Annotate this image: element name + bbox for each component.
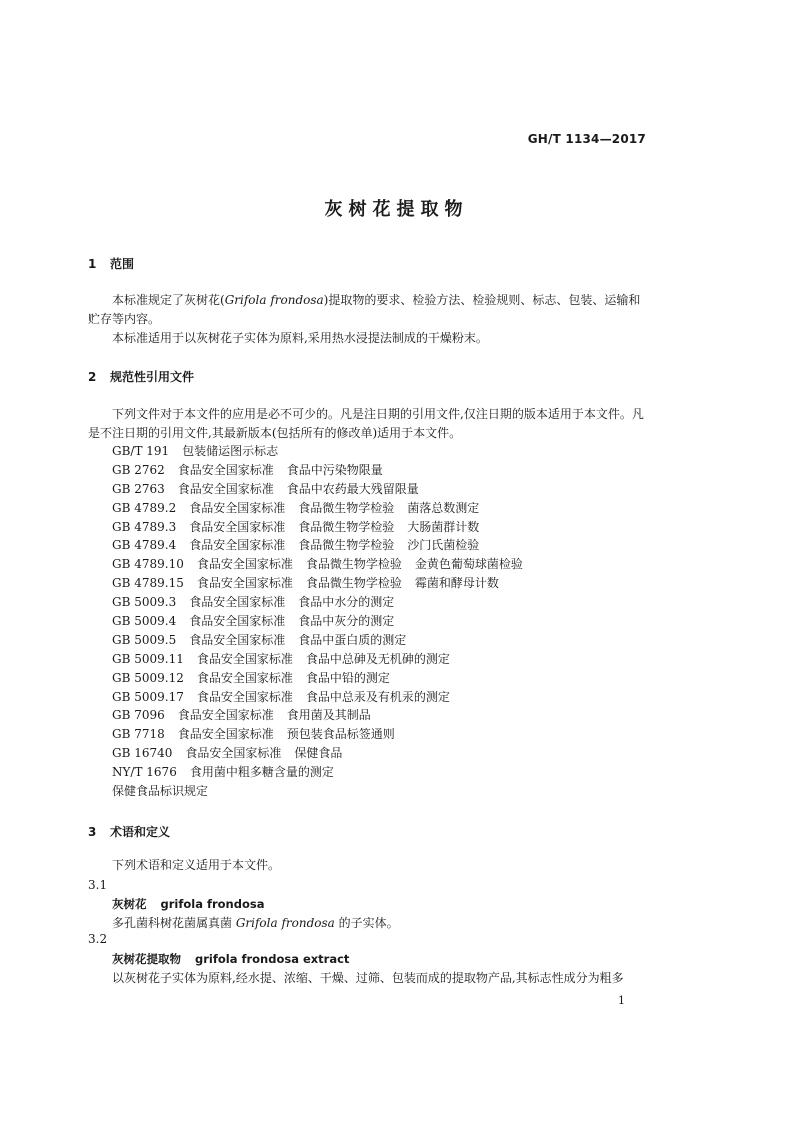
reference-code: GB 4789.15 [112, 576, 184, 591]
term-number: 3.2 [88, 932, 108, 946]
reference-title-part: 食品微生物学检验 [305, 576, 402, 591]
section-title: 术语和定义 [110, 825, 171, 839]
reference-title-part: 金黄色葡萄球菌检验 [414, 557, 523, 572]
reference-title-part: 食品安全国家标准 [189, 614, 286, 629]
reference-code: GB 5009.11 [112, 651, 184, 666]
reference-item [112, 518, 523, 537]
reference-title-part: 食品安全国家标准 [189, 500, 286, 515]
reference-title-part: 食品中污染物限量 [286, 462, 383, 477]
reference-title-part: 食品安全国家标准 [177, 727, 274, 742]
section-number: 2 [88, 370, 97, 384]
reference-title-part: 食品安全国家标准 [185, 746, 282, 761]
reference-item [112, 631, 523, 650]
reference-title-part: 食品微生物学检验 [298, 538, 395, 553]
reference-item [112, 763, 523, 782]
reference-code: GB 5009.5 [112, 632, 177, 647]
term-zh: 灰树花 [112, 897, 147, 911]
reference-code: GB 4789.10 [112, 557, 184, 572]
reference-item [112, 499, 523, 518]
reference-title-part: 食品安全国家标准 [177, 462, 274, 477]
text-run: )提取物的要求、检验方法、检验规则、标志、包装、运输和贮存等内容。 [88, 293, 641, 326]
reference-item [112, 782, 523, 801]
paragraph: 本标准适用于以灰树花子实体为原料,采用热水浸提法制成的干燥粉末。 [112, 331, 488, 345]
reference-code: GB 7096 [112, 708, 165, 723]
section-title: 范围 [110, 257, 135, 271]
term-heading [112, 896, 264, 912]
reference-title-part: 食品微生物学检验 [305, 557, 402, 572]
page-number: 1 [618, 994, 625, 1007]
term-definition: 以灰树花子实体为原料,经水提、浓缩、干燥、过筛、包装而成的提取物产品,其标志性成分为粗多 [112, 971, 624, 985]
reference-title-part: 食品中总砷及无机砷的测定 [305, 651, 450, 666]
reference-title-part: 食品安全国家标准 [196, 689, 293, 704]
reference-code: GB 5009.4 [112, 614, 177, 629]
reference-item [112, 574, 523, 593]
section-3-heading [88, 823, 170, 840]
section-number: 1 [88, 257, 97, 271]
section-3-intro [88, 856, 648, 875]
reference-code: GB 5009.12 [112, 670, 184, 685]
reference-title-part: 包装储运图示标志 [182, 444, 279, 458]
reference-item [112, 650, 523, 669]
term-number: 3.1 [88, 878, 108, 892]
section-2-heading [88, 368, 194, 385]
reference-code: NY/T 1676 [112, 765, 177, 780]
reference-code: GB 2763 [112, 481, 165, 496]
reference-title-part: 食品微生物学检验 [298, 500, 395, 515]
reference-title-part: 预包装食品标签通则 [286, 727, 395, 742]
term-zh: 灰树花提取物 [112, 952, 181, 966]
reference-title-part: 食品安全国家标准 [189, 632, 286, 647]
reference-item [112, 442, 523, 461]
reference-code: GB 7718 [112, 727, 165, 742]
term-definition [112, 914, 399, 931]
text-run: 多孔菌科树花菌属真菌 [112, 916, 236, 930]
reference-title-part: 食品安全国家标准 [177, 708, 274, 723]
reference-title-part: 食品安全国家标准 [189, 595, 286, 610]
reference-title-part: 食品安全国家标准 [196, 670, 293, 685]
term-heading [112, 951, 349, 967]
reference-title-part: 食品中水分的测定 [298, 595, 395, 610]
reference-code: GB 4789.4 [112, 538, 177, 553]
section-2-intro [88, 405, 648, 443]
reference-title-part: 食品安全国家标准 [196, 651, 293, 666]
section-1-body [88, 291, 648, 348]
latin-name: Grifola frondosa [235, 916, 335, 930]
reference-title-part: 菌落总数测定 [407, 500, 480, 515]
text-run: 的子实体。 [334, 916, 399, 930]
reference-code: GB 2762 [112, 462, 165, 477]
term-en: grifola frondosa [160, 897, 265, 911]
reference-title-part: 食品安全国家标准 [189, 519, 286, 534]
reference-title-part: 食品安全国家标准 [177, 481, 274, 496]
reference-item [112, 461, 523, 480]
reference-title-part: 食品中总汞及有机汞的测定 [305, 689, 450, 704]
reference-title-part: 食品微生物学检验 [298, 519, 395, 534]
section-title: 规范性引用文件 [110, 370, 195, 384]
reference-item [112, 725, 523, 744]
reference-code: GB 4789.2 [112, 500, 177, 515]
reference-title-part: 食品中蛋白质的测定 [298, 632, 407, 647]
reference-code: GB/T 191 [112, 444, 170, 458]
reference-title-part: 食用菌中粗多糖含量的测定 [189, 765, 334, 780]
reference-title-part: 食品中农药最大残留限量 [286, 481, 419, 496]
document-title: 灰树花提取物 [324, 199, 469, 220]
reference-title-part: 保健食品 [294, 746, 343, 761]
reference-item [112, 593, 523, 612]
text-run: 本标准规定了灰树花( [112, 293, 225, 307]
paragraph: 下列文件对于本文件的应用是必不可少的。凡是注日期的引用文件,仅注日期的版本适用于本文件。凡是不注日期的引用文件,其最新版本(包括所有的修改单)适用于本文件。 [88, 407, 644, 440]
reference-title-part: 霉菌和酵母计数 [414, 576, 499, 591]
paragraph [88, 291, 648, 329]
reference-title-part: 食品安全国家标准 [196, 576, 293, 591]
reference-item [112, 744, 523, 763]
reference-item [112, 612, 523, 631]
reference-item [112, 706, 523, 725]
reference-code: GB 16740 [112, 746, 173, 761]
reference-code: GB 4789.3 [112, 519, 177, 534]
section-1-heading [88, 255, 134, 272]
reference-code: GB 5009.17 [112, 689, 184, 704]
paragraph: 下列术语和定义适用于本文件。 [112, 858, 281, 872]
term-en: grifola frondosa extract [195, 952, 350, 966]
reference-item [112, 536, 523, 555]
reference-title-part: 食品中铅的测定 [305, 670, 390, 685]
reference-title-part: 食品安全国家标准 [189, 538, 286, 553]
reference-code: GB 5009.3 [112, 595, 177, 610]
reference-item [112, 669, 523, 688]
reference-code: 保健食品标识规定 [112, 784, 209, 799]
reference-title-part: 食品中灰分的测定 [298, 614, 395, 629]
section-number: 3 [88, 825, 97, 839]
reference-item [112, 555, 523, 574]
reference-list [112, 442, 523, 801]
reference-item [112, 688, 523, 707]
reference-title-part: 沙门氏菌检验 [407, 538, 480, 553]
reference-title-part: 大肠菌群计数 [407, 519, 480, 534]
latin-name: Grifola frondosa [224, 293, 324, 307]
standard-code: GH/T 1134—2017 [527, 132, 646, 146]
reference-title-part: 食用菌及其制品 [286, 708, 371, 723]
reference-item [112, 480, 523, 499]
reference-title-part: 食品安全国家标准 [196, 557, 293, 572]
